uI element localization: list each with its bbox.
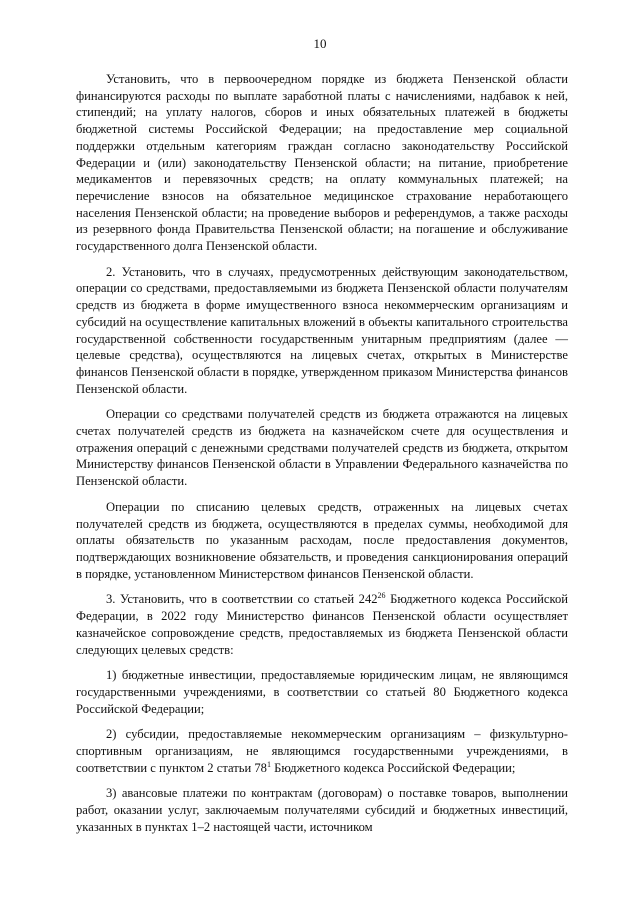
list-item-2-text-start: 2) субсидии, предоставляемые некоммерческим организациям – физкультурно-спортивным организациям, не являющимся государственными учреждениями, в соответствии с пунктом 2 статьи 78 — [76, 727, 568, 775]
paragraph-item-3-text-start: 3. Установить, что в соответствии со статьей 242 — [106, 592, 378, 607]
paragraph-priority-expenses: Установить, что в первоочередном порядке из бюджета Пензенской области финансируются расходы по выплате заработной платы с начислениями, надбавок к ней, стипендий; на уплату налогов, сборов и иных обязательных платежей в бюджеты бюджетной системы Российской Федерации; на предоставление мер социальной поддержки отдельным категориям граждан согласно законодательству Российской Федерации и (или) законодательству Пензенской области; на питание, приобретение медикаментов и перевязочных средств; на оплату коммунальных платежей; на перечисление взносов на обязательное медицинское страхование неработающего населения Пензенской области; на проведение выборов и референдумов, а также расходы из резервного фонда Правительства Пензенской области; на погашение и обслуживание государственного долга Пензенской области. — [76, 72, 568, 254]
document-body — [76, 71, 568, 845]
paragraph-item-3-text-end: Бюджетного кодекса Российской Федерации, в 2022 году Министерство финансов Пензенской области осуществляет казначейское сопровождение средств, предоставляемых из бюджета Пензенской области следующих целевых средств: — [76, 592, 569, 657]
paragraph-item-2: 2. Установить, что в случаях, предусмотренных действующим законодательством, операции со средствами, предоставляемыми из бюджета Пензенской области получателям средств из бюджета в форме имущественного взноса некоммерческим организациям и субсидий на осуществление капитальных вложений в объекты капитального строительства государственной собственности государственным унитарным предприятиям (далее — целевые средства), осуществляются на лицевых счетах, открытых в Министерстве финансов Пензенской области в порядке, утвержденном приказом Министерства финансов Пензенской области. — [76, 264, 568, 396]
list-item-2 — [76, 726, 568, 776]
list-item-2-text-end: Бюджетного кодекса Российской Федерации; — [270, 760, 516, 775]
article-superscript: 1 — [266, 759, 271, 769]
paragraph-item-3 — [76, 591, 568, 658]
paragraph-write-off: Операции по списанию целевых средств, отраженных на лицевых счетах получателей средств из бюджета, осуществляются в пределах суммы, необходимой для оплаты обязательств по указанным расходам, после предоставления документов, подтверждающих возникновение обязательств, и проведения санкционирования операций в порядке, установленном Министерством финансов Пензенской области. — [76, 499, 568, 581]
page-number: 10 — [313, 36, 327, 51]
paragraph-operations: Операции со средствами получателей средств из бюджета отражаются на лицевых счетах получателей средств из бюджета на казначейском счете для осуществления и отражения операций с денежными средствами получателей средств из бюджета, открытом Министерству финансов Пензенской области в Управлении Федерального казначейства по Пензенской области. — [76, 407, 568, 489]
list-item-1: 1) бюджетные инвестиции, предоставляемые юридическим лицам, не являющимся государственными учреждениями, в соответствии со статьей 80 Бюджетного кодекса Российской Федерации; — [76, 668, 568, 716]
list-item-3: 3) авансовые платежи по контрактам (договорам) о поставке товаров, выполнении работ, оказании услуг, заключаемым получателями субсидий и бюджетных инвестиций, указанных в пунктах 1–2 настоящей части, источником — [76, 786, 568, 834]
article-superscript: 26 — [377, 591, 386, 601]
